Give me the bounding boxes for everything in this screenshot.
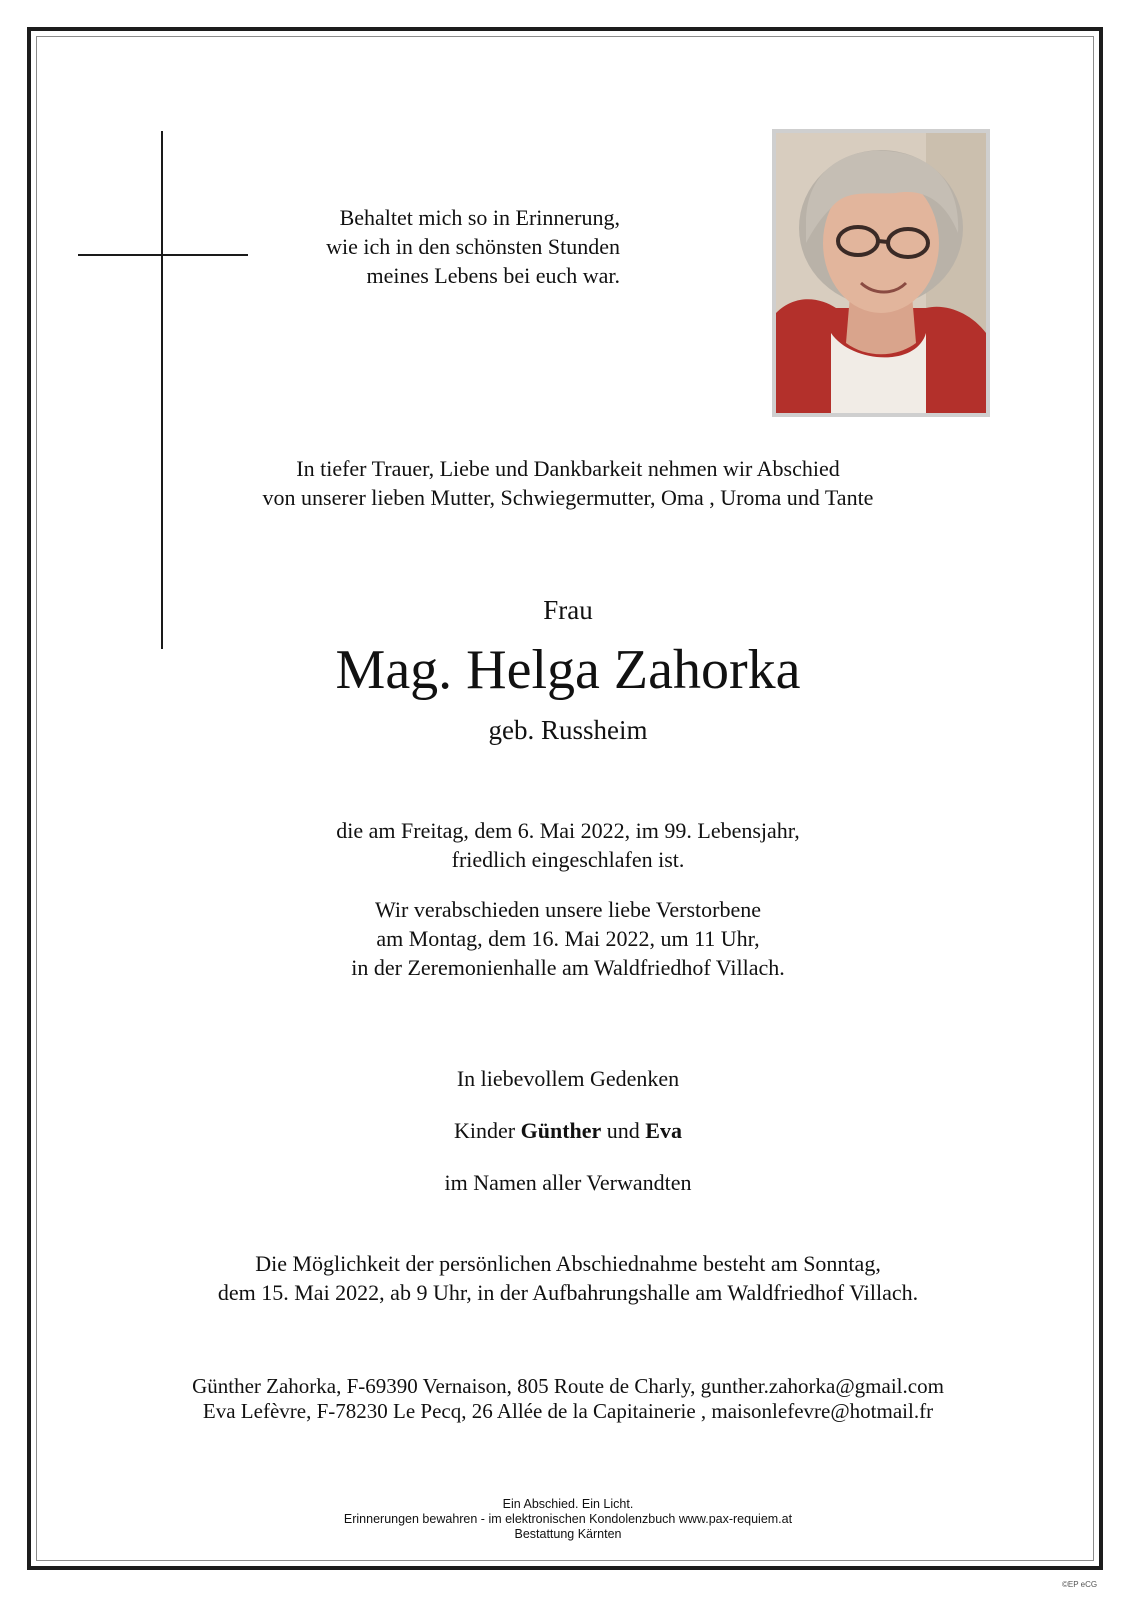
footer-funeral-home: Bestattung Kärnten xyxy=(514,1527,622,1541)
viewing-line: Die Möglichkeit der persönlichen Abschiednahme besteht am Sonntag, xyxy=(255,1251,881,1276)
intro-text xyxy=(0,454,1136,512)
footer xyxy=(0,1497,1136,1542)
funeral-line: Wir verabschieden unsere liebe Verstorbene xyxy=(375,897,761,922)
footer-slogan: Ein Abschied. Ein Licht. xyxy=(502,1497,634,1511)
remembrance-text: In liebevollem Gedenken xyxy=(456,1066,680,1091)
contact-line: Günther Zahorka, F-69390 Vernaison, 805 Route de Charly, gunther.zahorka@gmail.com xyxy=(192,1374,944,1398)
birth-name: geb. Russheim xyxy=(488,715,648,745)
quote-line: meines Lebens bei euch war. xyxy=(366,263,620,288)
quote-line: Behaltet mich so in Erinnerung, xyxy=(339,205,620,230)
salutation: Frau xyxy=(543,595,593,625)
relatives-text: im Namen aller Verwandten xyxy=(444,1170,692,1195)
intro-line: von unserer lieben Mutter, Schwiegermutter, Oma , Uroma und Tante xyxy=(262,485,874,510)
child-name: Eva xyxy=(645,1118,682,1143)
death-notice-line: die am Freitag, dem 6. Mai 2022, im 99. Lebensjahr, xyxy=(336,818,800,843)
children-prefix: Kinder xyxy=(454,1118,516,1143)
child-name: Günther xyxy=(520,1118,602,1143)
children-line xyxy=(0,1116,1136,1145)
portrait-illustration xyxy=(776,133,986,413)
intro-line: In tiefer Trauer, Liebe und Dankbarkeit nehmen wir Abschied xyxy=(296,456,840,481)
viewing-line: dem 15. Mai 2022, ab 9 Uhr, in der Aufbahrungshalle am Waldfriedhof Villach. xyxy=(217,1280,919,1305)
funeral-line: in der Zeremonienhalle am Waldfriedhof Villach. xyxy=(351,955,785,980)
cross-vertical-bar xyxy=(161,131,163,649)
memorial-quote xyxy=(240,203,620,290)
death-notice-line: friedlich eingeschlafen ist. xyxy=(451,847,685,872)
corner-mark: ©EP eCG xyxy=(1062,1580,1098,1589)
deceased-name: Mag. Helga Zahorka xyxy=(335,639,801,701)
cross-horizontal-bar xyxy=(78,254,248,256)
quote-line: wie ich in den schönsten Stunden xyxy=(326,234,620,259)
funeral-details xyxy=(0,895,1136,982)
death-notice xyxy=(0,816,1136,874)
viewing-notice xyxy=(0,1249,1136,1307)
conjunction: und xyxy=(606,1118,640,1143)
contact-addresses xyxy=(0,1374,1136,1424)
contact-line: Eva Lefèvre, F-78230 Le Pecq, 26 Allée de la Capitainerie , maisonlefevre@hotmail.fr xyxy=(202,1399,934,1423)
funeral-line: am Montag, dem 16. Mai 2022, um 11 Uhr, xyxy=(376,926,760,951)
portrait-photo xyxy=(772,129,990,417)
footer-condolence-book: Erinnerungen bewahren - im elektronischen Kondolenzbuch www.pax-requiem.at xyxy=(343,1512,793,1526)
